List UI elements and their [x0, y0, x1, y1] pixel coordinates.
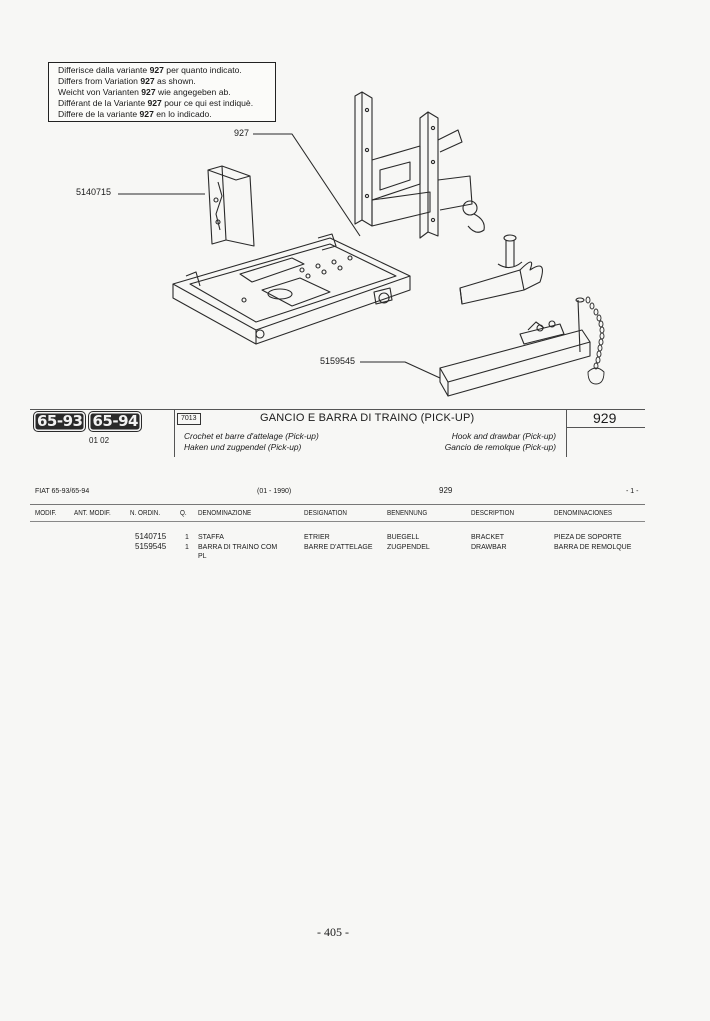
pickup-plate-drawing [173, 234, 410, 344]
variant-code: 01 02 [89, 436, 110, 445]
list-group: 929 [439, 486, 453, 495]
col-q: Q. [180, 510, 187, 517]
part-name-fr: BARRE D'ATTELAGE [304, 544, 373, 551]
hook-drawing [460, 235, 542, 304]
title-german: Haken und zugpendel (Pick-up) [184, 442, 302, 452]
part-name-it-cont: PL [198, 553, 207, 560]
page-title: GANCIO E BARRA DI TRAINO (PICK-UP) [260, 412, 475, 424]
part-name-es: PIEZA DE SOPORTE [554, 534, 622, 541]
note-line: Weicht von Varianten 927 wie angegeben ab. [58, 87, 231, 97]
title-band-top-rule [30, 409, 645, 410]
callout-5159545: 5159545 [320, 356, 356, 366]
callout-927: 927 [234, 128, 250, 138]
leader-927 [253, 134, 360, 236]
col-benennung: BENENNUNG [387, 510, 428, 517]
part-name-es: BARRA DE REMOLQUE [554, 544, 632, 551]
model-badge: 65-94 [89, 412, 140, 431]
title-band-divider [566, 409, 567, 457]
col-ant-modif: ANT. MODIF. [74, 510, 111, 517]
bracket-drawing [208, 166, 254, 246]
callout-5140715: 5140715 [76, 187, 112, 197]
part-qty: 1 [185, 544, 189, 551]
list-rule [30, 504, 645, 505]
part-name-it: STAFFA [198, 534, 224, 541]
part-name-fr: ETRIER [304, 534, 330, 541]
title-french: Crochet et barre d'attelage (Pick-up) [184, 431, 319, 441]
part-name-en: DRAWBAR [471, 544, 507, 551]
list-page: - 1 - [626, 488, 639, 495]
title-band-divider [174, 409, 175, 457]
col-denominazione: DENOMINAZIONE [198, 510, 252, 517]
note-line: Différant de la Variante 927 pour ce qui est indiquè. [58, 98, 254, 108]
note-line: Differs from Variation 927 as shown. [58, 76, 196, 86]
part-name-de: BUEGELL [387, 534, 420, 541]
part-number: 5140715 [135, 532, 167, 541]
col-n-ordin: N. ORDIN. [130, 510, 161, 517]
list-model: FIAT 65-93/65-94 [35, 488, 90, 495]
title-english: Hook and drawbar (Pick-up) [451, 431, 556, 441]
note-line: Differisce dalla variante 927 per quanto indicato. [58, 65, 242, 75]
leader-5159545 [360, 362, 440, 378]
exploded-parts-drawing [0, 0, 710, 400]
note-line: Differe de la variante 927 en lo indicado. [58, 109, 212, 119]
part-name-de: ZUGPENDEL [387, 544, 430, 551]
part-name-en: BRACKET [471, 534, 505, 541]
title-band-rule [566, 427, 645, 428]
col-description: DESCRIPTION [471, 510, 515, 517]
model-badge: 65-93 [34, 412, 85, 431]
part-number: 5159545 [135, 542, 167, 551]
page-number: - 405 - [317, 925, 349, 939]
col-modif: MODIF. [35, 510, 57, 517]
col-denominaciones: DENOMINACIONES [554, 510, 613, 517]
list-date: (01 - 1990) [257, 488, 292, 495]
part-qty: 1 [185, 534, 189, 541]
group-number: 929 [593, 410, 617, 426]
title-spanish: Gancio de remolque (Pick-up) [444, 442, 556, 452]
header-rule [30, 521, 645, 522]
drawbar-drawing [440, 298, 590, 396]
hitch-frame-drawing [355, 92, 484, 238]
model-badges [34, 412, 170, 432]
part-name-it: BARRA DI TRAINO COM [198, 544, 278, 551]
section-code: 7013 [177, 413, 201, 425]
col-designation: DESIGNATION [304, 510, 347, 517]
